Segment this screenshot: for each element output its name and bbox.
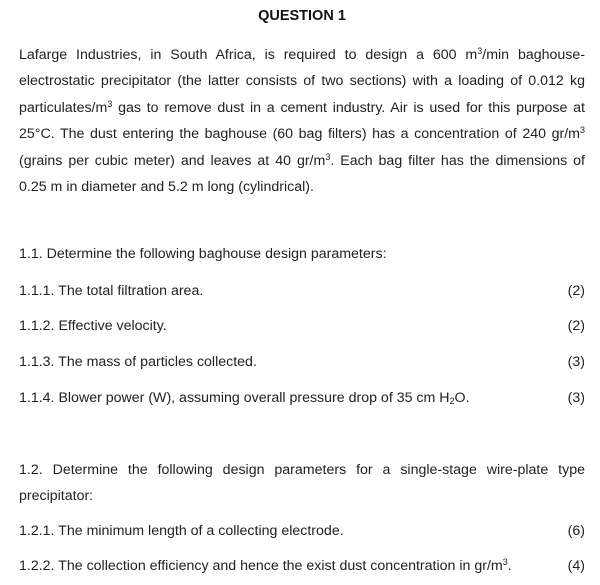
question-text: 1.1.2. Effective velocity. <box>19 318 167 334</box>
question-text <box>19 387 470 409</box>
intro-text-2: /min baghouse-electrostatic precipitator (the latter consists of two sections) with a loading of 0.012 kg particulates/m <box>19 47 585 116</box>
question-text <box>19 555 512 577</box>
question-marks: (3) <box>567 390 585 406</box>
question-1-2-1 <box>19 520 585 542</box>
question-text: 1.1.1. The total filtration area. <box>19 283 204 299</box>
intro-paragraph <box>19 42 585 200</box>
question-1-1-3 <box>19 351 585 373</box>
question-text-a: 1.2.2. The collection efficiency and hence the exist dust concentration in gr/m <box>19 558 503 574</box>
question-marks: (6) <box>567 523 585 539</box>
intro-text-5: . Each bag filter has the dimensions of 0.25 m in diameter and 5.2 m long (cylindrical). <box>19 152 585 196</box>
intro-text-1: Lafarge Industries, in South Africa, is required to design a 600 m <box>19 47 478 63</box>
question-title: QUESTION 1 <box>258 8 346 24</box>
question-1-1-2 <box>19 315 585 337</box>
intro-sup-2: 3 <box>107 98 113 109</box>
question-1-1-4 <box>19 387 585 409</box>
question-marks: (2) <box>567 283 585 299</box>
question-text-a: 1.1.4. Blower power (W), assuming overall pressure drop of 35 cm H <box>19 390 450 406</box>
question-text: 1.2.1. The minimum length of a collecting electrode. <box>19 523 344 539</box>
question-text-b: O. <box>454 390 470 406</box>
question-marks: (4) <box>567 558 585 574</box>
intro-sup-4: 3 <box>325 151 331 162</box>
intro-text-3: gas to remove dust in a cement industry. Air is used for this purpose at 25°C. The dust entering the baghouse (60 bag filters) has a concentration of 240 gr/m <box>19 99 585 143</box>
question-marks: (3) <box>567 354 585 370</box>
question-text-sub: 2 <box>449 396 455 406</box>
question-text-b: . <box>507 558 512 574</box>
question-1-2-2 <box>19 555 585 577</box>
section-2-heading: 1.2. Determine the following design parameters for a single-stage wire-plate type precipitator: <box>19 462 585 505</box>
intro-sup-1: 3 <box>477 46 483 56</box>
intro-sup-3: 3 <box>579 125 585 136</box>
section-1-heading: 1.1. Determine the following baghouse design parameters: <box>19 246 387 262</box>
question-text: 1.1.3. The mass of particles collected. <box>19 354 257 370</box>
question-marks: (2) <box>567 318 585 334</box>
question-text-sup: 3 <box>502 557 508 567</box>
question-1-1-1 <box>19 280 585 302</box>
intro-text-4: (grains per cubic meter) and leaves at 40 gr/m <box>19 152 326 169</box>
